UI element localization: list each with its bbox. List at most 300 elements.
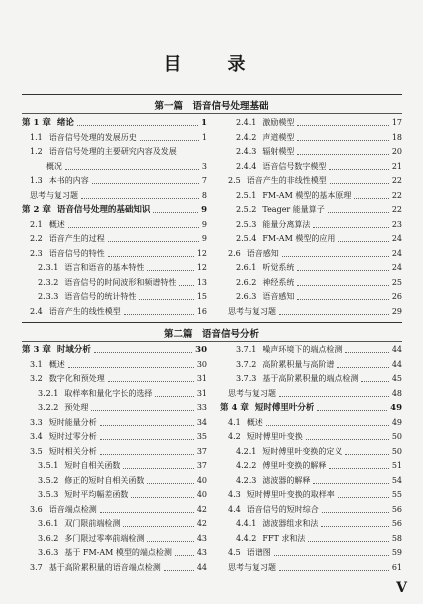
toc-entry-title: 语音产生的过程 — [48, 234, 105, 243]
toc-leader-dots — [338, 496, 389, 498]
toc-entry-title: 基于高阶累积量的端点检测 — [262, 374, 359, 383]
toc-entry-title: 语音感知 — [246, 248, 279, 258]
toc-entry-title: 短时傅里叶分析 — [254, 403, 315, 413]
toc-entry[interactable] — [22, 261, 207, 276]
toc-entry-title: 语音产生的线性模型 — [48, 306, 121, 316]
toc-leader-dots — [124, 313, 194, 315]
toc-entry[interactable] — [220, 305, 402, 320]
toc-entry-number: 2.6.1 — [236, 263, 257, 272]
toc-entry-title: 基于 FM-AM 模型的端点检测 — [64, 548, 172, 557]
toc-entry-title: 概述 — [48, 359, 65, 369]
toc-page-number: 61 — [391, 562, 402, 572]
toc-page-number: 42 — [196, 504, 207, 514]
toc-entry-number: 4.2.2 — [236, 461, 257, 470]
toc-entry-title: 基于高阶累积量的语音端点检测 — [48, 562, 161, 572]
toc-leader-dots — [297, 269, 388, 271]
toc-entry-title: 语音信号的统计特性 — [64, 292, 137, 301]
toc-page-number: 22 — [391, 190, 402, 200]
toc-entry[interactable] — [220, 189, 402, 204]
toc-leader-dots — [297, 298, 388, 300]
toc-leader-dots — [108, 255, 194, 257]
toc-entry-title: 语音信号的短时综合 — [246, 504, 319, 514]
toc-entry-title: 能量分离算法 — [262, 219, 311, 229]
toc-entry[interactable] — [220, 174, 402, 189]
toc-entry[interactable] — [220, 445, 402, 460]
part1-left-column — [22, 116, 207, 319]
toc-leader-dots — [94, 351, 192, 353]
toc-entry-number: 2.3 — [30, 248, 43, 258]
toc-entry-title: 概况 — [46, 161, 62, 171]
toc-page-number: 24 — [391, 234, 402, 243]
toc-leader-dots — [313, 482, 388, 484]
toc-entry-number: 2.4.3 — [236, 147, 257, 156]
toc-leader-dots — [338, 240, 388, 242]
toc-entry-title: 短时过零分析 — [48, 432, 97, 441]
toc-page-number: 50 — [391, 446, 402, 456]
toc-page-number: 21 — [391, 161, 402, 171]
toc-entry-number: 3.2.1 — [38, 388, 59, 398]
toc-entry[interactable] — [22, 445, 207, 460]
toc-entry[interactable] — [220, 546, 402, 561]
toc-leader-dots — [329, 168, 388, 170]
toc-entry-number: 3.2 — [30, 374, 43, 383]
toc-entry-number: 3.5.3 — [38, 490, 59, 499]
toc-entry[interactable] — [22, 305, 207, 320]
toc-page-number: 34 — [196, 417, 207, 427]
toc-page-number: 51 — [391, 461, 402, 470]
toc-entry[interactable] — [22, 372, 207, 387]
toc-entry-number: 4.2 — [228, 432, 241, 441]
toc-entry[interactable] — [22, 488, 207, 503]
toc-leader-dots — [139, 298, 193, 300]
toc-entry-title: FM-AM 模型的应用 — [262, 234, 336, 243]
toc-page-number: 31 — [196, 374, 207, 383]
toc-entry[interactable] — [220, 532, 402, 547]
toc-entry-title: 修正的短时自相关函数 — [64, 475, 145, 485]
toc-entry[interactable] — [220, 503, 402, 518]
toc-leader-dots — [179, 284, 193, 286]
toc-leader-dots — [345, 351, 388, 353]
toc-page-number: 30 — [196, 359, 207, 369]
toc-entry[interactable] — [22, 358, 207, 373]
toc-entry-number: 4.5 — [228, 548, 241, 557]
toc-entry[interactable] — [220, 145, 402, 160]
toc-entry-title: 语音信号处理的基础知识 — [56, 205, 151, 215]
toc-entry-title: 语音信号处理的主要研究内容及发展 — [48, 147, 177, 156]
toc-entry-number: 2.3.3 — [38, 292, 59, 301]
toc-entry-number: 4.1 — [228, 417, 241, 427]
toc-page-number: 8 — [201, 190, 207, 200]
toc-leader-dots — [100, 453, 194, 455]
toc-page-number: 17 — [391, 118, 402, 127]
toc-page-number: 54 — [391, 475, 402, 485]
toc-entry[interactable] — [220, 459, 402, 474]
toc-entry-number: 2.5.2 — [236, 205, 257, 214]
toc-entry-number: 3.6 — [30, 504, 43, 514]
toc-leader-dots — [108, 380, 194, 382]
toc-entry-title: 语音信号的特性 — [48, 248, 105, 258]
toc-leader-dots — [321, 525, 388, 527]
toc-entry-title: 噪声环境下的端点检测 — [262, 345, 343, 354]
toc-entry-title: 高阶累积量与高阶谱 — [262, 359, 335, 369]
part2-left-column — [22, 343, 207, 575]
toc-entry-title: 取样率和量化字长的选择 — [64, 388, 153, 398]
toc-entry-number: 2.3.2 — [38, 277, 59, 287]
toc-page-number: 55 — [391, 490, 402, 499]
toc-leader-dots — [306, 438, 389, 440]
toc-entry-title: FM-AM 模型的基本原理 — [262, 190, 352, 200]
toc-entry[interactable] — [220, 232, 402, 247]
toc-entry[interactable] — [22, 416, 207, 431]
toc-leader-dots — [92, 182, 199, 184]
toc-page-number: 15 — [196, 292, 207, 301]
toc-leader-dots — [147, 540, 193, 542]
toc-entry-number: 4.2.3 — [236, 475, 257, 485]
toc-leader-dots — [100, 438, 194, 440]
toc-page-number: 37 — [196, 461, 207, 470]
toc-entry-number: 1.3 — [30, 176, 43, 185]
toc-page-number: 33 — [196, 403, 207, 412]
toc-page-number: 44 — [391, 359, 402, 369]
toc-page-number: 43 — [196, 548, 207, 557]
toc-entry-title: 本书的内容 — [48, 176, 89, 185]
toc-entry[interactable] — [220, 430, 402, 445]
toc-chapter-entry[interactable] — [22, 116, 207, 131]
toc-leader-dots — [279, 313, 389, 315]
toc-entry-number: 3.5.2 — [38, 475, 59, 485]
toc-page-number: 56 — [391, 504, 402, 514]
toc-entry-number: 4.2.1 — [236, 446, 257, 456]
toc-entry-number: 1.1 — [30, 132, 43, 142]
toc-chapter-entry[interactable] — [22, 343, 207, 358]
toc-entry-title: 短时能量分析 — [48, 417, 97, 427]
toc-entry-number: 3.2.2 — [38, 403, 59, 412]
toc-page-number: 56 — [391, 519, 402, 528]
toc-page-number: 50 — [391, 432, 402, 441]
toc-entry[interactable] — [220, 218, 402, 233]
toc-entry-number: 2.4.2 — [236, 132, 257, 142]
toc-entry-title: 概述 — [246, 417, 263, 427]
toc-entry[interactable] — [22, 532, 207, 547]
toc-entry[interactable] — [22, 387, 207, 402]
toc-entry[interactable] — [220, 203, 402, 218]
toc-leader-dots — [322, 511, 389, 513]
toc-entry[interactable] — [220, 387, 402, 402]
toc-entry-title: 短时平均幅差函数 — [64, 490, 129, 499]
toc-entry-title: 语音端点检测 — [48, 504, 97, 514]
toc-entry-title: 思考与复习题 — [228, 306, 276, 316]
toc-entry-title: 语音感知 — [262, 292, 295, 301]
toc-page-number: 40 — [196, 490, 207, 499]
toc-page-number: 49 — [391, 417, 402, 427]
toc-entry-title: 语音信号的时间波形和频谱特性 — [64, 277, 177, 287]
toc-leader-dots — [279, 569, 389, 571]
toc-entry-title: 预处理 — [64, 403, 89, 412]
toc-entry-title: 短时傅里叶变换的取样率 — [246, 490, 335, 499]
toc-entry[interactable] — [220, 160, 402, 175]
toc-leader-dots — [153, 211, 198, 213]
toc-entry[interactable] — [220, 474, 402, 489]
toc-page-number: 16 — [196, 306, 207, 316]
toc-page-number: 24 — [391, 248, 402, 258]
toc-entry[interactable] — [220, 488, 402, 503]
toc-leader-dots — [313, 226, 388, 228]
toc-page-number: 44 — [196, 562, 207, 572]
toc-entry-number: 2.5 — [228, 176, 241, 185]
toc-entry[interactable] — [22, 401, 207, 416]
toc-entry-number: 第 2 章 — [22, 205, 51, 215]
toc-page-number: 48 — [391, 388, 402, 398]
toc-leader-dots — [68, 226, 199, 228]
toc-leader-dots — [77, 124, 198, 126]
toc-entry[interactable] — [22, 174, 207, 189]
toc-entry[interactable] — [22, 290, 207, 305]
toc-leader-dots — [147, 482, 193, 484]
toc-leader-dots — [329, 467, 388, 469]
toc-leader-dots — [337, 366, 388, 368]
toc-entry-title: 滤波器组求和法 — [262, 519, 319, 528]
toc-entry-title: 语音信号数字模型 — [262, 161, 327, 171]
toc-leader-dots — [155, 395, 193, 397]
toc-leader-dots — [175, 554, 194, 556]
toc-entry-number: 2.3.1 — [38, 263, 59, 272]
toc-entry-title: 短时傅里叶变换的定义 — [262, 446, 343, 456]
toc-entry-number: 3.7.3 — [236, 374, 257, 383]
toc-entry[interactable] — [220, 561, 402, 576]
toc-page-number: 1 — [201, 118, 207, 128]
toc-entry-title: Teager 能量算子 — [262, 205, 325, 214]
toc-page-number: 18 — [391, 132, 402, 142]
toc-entry-number: 3.6.2 — [38, 533, 59, 543]
toc-entry-number: 2.6 — [228, 248, 241, 258]
toc-entry[interactable] — [220, 416, 402, 431]
toc-entry-title: 听觉系统 — [262, 263, 295, 272]
toc-entry[interactable] — [22, 131, 207, 146]
toc-entry[interactable] — [22, 189, 207, 204]
toc-entry-title: 多门限过零率前端检测 — [64, 533, 145, 543]
toc-entry[interactable] — [22, 561, 207, 576]
toc-entry-number: 4.4.1 — [236, 519, 257, 528]
toc-entry-title: 绪论 — [56, 118, 74, 128]
toc-entry-number: 2.6.2 — [236, 277, 257, 287]
toc-entry-number: 4.3 — [228, 490, 241, 499]
toc-entry-title: 激励模型 — [262, 118, 295, 127]
toc-page-number: 9 — [201, 234, 207, 243]
toc-page-number: 1 — [201, 132, 207, 142]
toc-entry-title: 语音产生的非线性模型 — [246, 176, 327, 185]
part2-rule-bottom — [22, 341, 402, 342]
toc-leader-dots — [108, 240, 199, 242]
toc-entry[interactable] — [220, 131, 402, 146]
toc-entry[interactable] — [220, 517, 402, 532]
part2-heading: 第二篇 语音信号分析 — [163, 329, 259, 340]
toc-entry[interactable] — [220, 290, 402, 305]
toc-leader-dots — [328, 211, 389, 213]
toc-leader-dots — [297, 153, 388, 155]
toc-entry-number: 3.6.1 — [38, 519, 59, 528]
toc-entry-number: 3.1 — [30, 359, 43, 369]
part1-heading: 第一篇 语音信号处理基础 — [154, 101, 269, 112]
toc-page-number: 25 — [391, 277, 402, 287]
toc-entry[interactable] — [22, 517, 207, 532]
toc-entry[interactable] — [22, 430, 207, 445]
page-number-mark: V — [396, 580, 407, 596]
toc-entry-number: 1.2 — [30, 147, 43, 156]
toc-entry[interactable] — [22, 218, 207, 233]
toc-page-number: 12 — [196, 263, 207, 272]
toc-page-number: 40 — [196, 475, 207, 485]
toc-entry[interactable] — [22, 459, 207, 474]
toc-page-number: 3 — [201, 161, 207, 171]
toc-leader-dots — [297, 139, 388, 141]
toc-page-number: 49 — [390, 403, 402, 413]
toc-leader-dots — [308, 540, 388, 542]
toc-entry-number: 3.7.1 — [236, 345, 257, 354]
toc-entry-title: 声道模型 — [262, 132, 295, 142]
toc-page-number: 43 — [196, 533, 207, 543]
toc-page-number: 29 — [391, 306, 402, 316]
toc-leader-dots — [123, 525, 193, 527]
toc-leader-dots — [297, 124, 388, 126]
toc-entry-number: 3.5 — [30, 446, 43, 456]
toc-leader-dots — [91, 409, 193, 411]
toc-leader-dots — [140, 139, 199, 141]
toc-page-number: 7 — [201, 176, 207, 185]
toc-entry[interactable] — [22, 160, 207, 175]
toc-entry[interactable] — [220, 261, 402, 276]
toc-page-number: 12 — [196, 248, 207, 258]
toc-entry-title: 短时相关分析 — [48, 446, 97, 456]
toc-page-number: 37 — [196, 446, 207, 456]
toc-leader-dots — [81, 197, 199, 199]
toc-page-number: 22 — [391, 176, 402, 185]
toc-entry-number: 3.7.2 — [236, 359, 257, 369]
toc-leader-dots — [297, 284, 388, 286]
toc-page-number: 23 — [391, 219, 402, 229]
toc-leader-dots — [354, 197, 388, 199]
toc-leader-dots — [274, 554, 389, 556]
toc-entry-title: 语音信号处理的发展历史 — [48, 132, 137, 142]
toc-entry[interactable] — [220, 343, 402, 358]
part1-rule-top — [22, 94, 402, 95]
toc-leader-dots — [131, 496, 193, 498]
toc-leader-dots — [123, 467, 193, 469]
toc-leader-dots — [68, 366, 194, 368]
toc-entry-title: 傅里叶变换的解释 — [262, 461, 327, 470]
toc-entry[interactable] — [22, 546, 207, 561]
toc-page-number: 22 — [391, 205, 402, 214]
toc-chapter-entry[interactable] — [22, 203, 207, 218]
page-title: 目 录 — [163, 54, 260, 75]
toc-entry-title: 短时傅里叶变换 — [246, 432, 303, 441]
toc-leader-dots — [164, 569, 194, 571]
toc-entry[interactable] — [22, 232, 207, 247]
toc-entry-title: 数字化和预处理 — [48, 374, 105, 383]
toc-entry-number: 2.6.3 — [236, 292, 257, 301]
toc-entry-title: 短时自相关函数 — [64, 461, 121, 470]
toc-entry-number: 2.2 — [30, 234, 43, 243]
toc-entry-title: 双门限前端检测 — [64, 519, 121, 528]
toc-page-number: 35 — [196, 432, 207, 441]
toc-entry[interactable] — [220, 372, 402, 387]
toc-entry-title: 神经系统 — [262, 277, 295, 287]
toc-entry-number: 2.1 — [30, 219, 43, 229]
toc-entry[interactable] — [220, 276, 402, 291]
toc-entry[interactable] — [22, 503, 207, 518]
toc-page-number: 30 — [195, 345, 207, 355]
toc-entry-number: 2.4.1 — [236, 118, 257, 127]
toc-leader-dots — [279, 395, 389, 397]
toc-entry-number: 2.5.3 — [236, 219, 257, 229]
toc-entry-number: 3.3 — [30, 417, 43, 427]
toc-entry-number: 4.4 — [228, 504, 241, 514]
toc-entry[interactable] — [22, 276, 207, 291]
toc-entry-number: 2.4 — [30, 306, 43, 316]
toc-entry[interactable] — [22, 247, 207, 262]
toc-page-number: 59 — [391, 548, 402, 557]
toc-entry-number: 3.6.3 — [38, 548, 59, 557]
toc-leader-dots — [266, 424, 389, 426]
toc-page-number: 58 — [391, 533, 402, 543]
toc-page-number: 9 — [201, 219, 207, 229]
toc-chapter-entry[interactable] — [220, 401, 402, 416]
toc-entry[interactable] — [22, 474, 207, 489]
toc-leader-dots — [65, 168, 199, 170]
toc-entry[interactable] — [220, 116, 402, 131]
toc-entry-number: 2.5.1 — [236, 190, 257, 200]
part2-rule-top — [22, 322, 402, 323]
toc-page-number: 20 — [391, 147, 402, 156]
toc-entry[interactable] — [220, 358, 402, 373]
part1-rule-bottom — [22, 113, 402, 114]
toc-entry-title: 思考与复习题 — [228, 388, 276, 398]
toc-entry-number: 第 1 章 — [22, 118, 51, 128]
toc-entry-title: 辐射模型 — [262, 147, 295, 156]
toc-page-number: 9 — [201, 205, 207, 215]
toc-entry-number: 3.7 — [30, 562, 43, 572]
toc-page-number: 13 — [196, 277, 207, 287]
toc-entry-title: 滤波器的解释 — [262, 475, 311, 485]
toc-entry-title: 时域分析 — [56, 345, 91, 355]
toc-entry-title: 思考与复习题 — [30, 190, 78, 200]
part2-right-column — [220, 343, 402, 575]
toc-entry-number: 2.4.4 — [236, 161, 257, 171]
part1-right-column — [220, 116, 402, 319]
toc-entry-number: 第 3 章 — [22, 345, 51, 355]
toc-leader-dots — [345, 453, 388, 455]
toc-entry-title: 语言和语音的基本特性 — [64, 263, 145, 272]
toc-page-number: 26 — [391, 292, 402, 301]
toc-page-number: 42 — [196, 519, 207, 528]
toc-entry-title: 语谱图 — [246, 548, 271, 557]
toc-leader-dots — [282, 255, 389, 257]
toc-page-number: 31 — [196, 388, 207, 398]
toc-entry-number: 2.5.4 — [236, 234, 257, 243]
toc-page-number: 24 — [391, 263, 402, 272]
toc-entry-number: 第 4 章 — [220, 403, 249, 413]
toc-entry-number: 3.5.1 — [38, 461, 59, 470]
toc-entry-title: FFT 求和法 — [262, 533, 306, 543]
toc-page-number: 45 — [391, 374, 402, 383]
toc-leader-dots — [100, 424, 194, 426]
toc-leader-dots — [100, 511, 194, 513]
toc-entry[interactable] — [220, 247, 402, 262]
toc-leader-dots — [147, 269, 193, 271]
toc-leader-dots — [317, 409, 387, 411]
toc-entry[interactable] — [22, 145, 207, 160]
toc-entry-title: 概述 — [48, 219, 65, 229]
toc-leader-dots — [361, 380, 388, 382]
